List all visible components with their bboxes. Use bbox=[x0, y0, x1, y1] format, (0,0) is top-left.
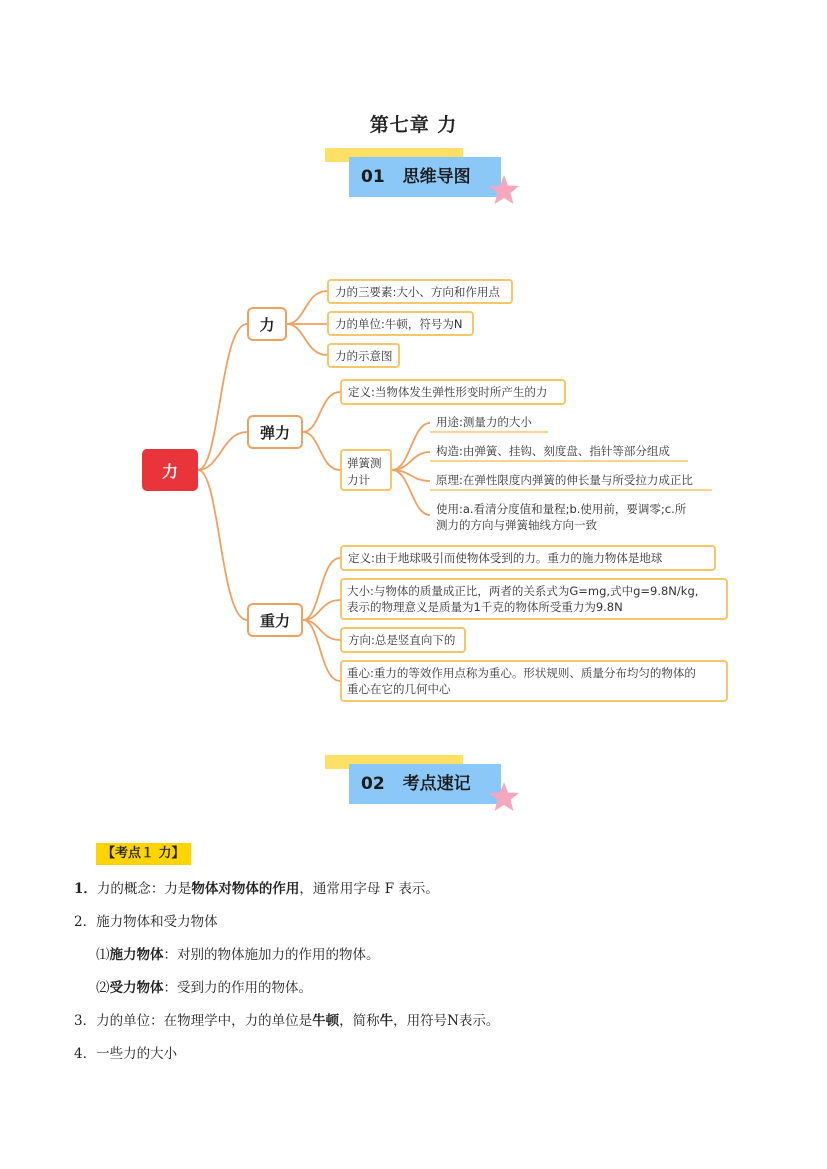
point-3-text: 力的单位：在物理学中，力的单位是 bbox=[96, 1013, 313, 1029]
section-banner-keypoints bbox=[325, 755, 525, 815]
point-2-text: 施力物体和受力物体 bbox=[96, 914, 218, 930]
spring-usage-line1: 使用:a.看清分度值和量程;b.使用前，要调零;c.所 bbox=[436, 502, 687, 516]
point-3-text-end: ，用符号N表示。 bbox=[393, 1013, 500, 1029]
elastic-definition: 定义:当物体发生弹性形变时所产生的力 bbox=[340, 379, 566, 405]
branch-force: 力 bbox=[247, 307, 287, 341]
spring-item-structure: 构造:由弹簧、挂钩、刻度盘、指针等部分组成 bbox=[436, 444, 670, 458]
point-2a bbox=[96, 943, 380, 963]
spring-usage-line2: 测力的方向与弹簧轴线方向一致 bbox=[436, 518, 597, 532]
point-2a-bold: 施力物体 bbox=[109, 947, 164, 963]
keypoint-tag: 【考点１ 力】 bbox=[96, 843, 191, 865]
point-4-text: 一些力的大小 bbox=[96, 1046, 178, 1062]
point-1-bold: 物体对物体的作用 bbox=[191, 881, 300, 897]
force-item-unit: 力的单位:牛顿，符号为N bbox=[327, 311, 474, 336]
spring-scale-label-line1: 弹簧测 bbox=[347, 456, 382, 470]
point-4-number: 4． bbox=[74, 1046, 97, 1062]
connector-spring-4 bbox=[392, 470, 430, 515]
banner-number: 02 bbox=[361, 774, 385, 794]
connector-gravity-def bbox=[303, 558, 340, 620]
gravity-definition: 定义:由于地球吸引而使物体受到的力。重力的施力物体是地球 bbox=[340, 545, 716, 571]
point-4 bbox=[74, 1042, 177, 1062]
gravity-center-line2: 重心在它的几何中心 bbox=[347, 682, 451, 696]
spring-scale-label-line2: 力计 bbox=[347, 473, 370, 487]
point-2-number: 2． bbox=[74, 914, 97, 930]
point-2a-text: ：对别的物体施加力的作用的物体。 bbox=[163, 947, 380, 963]
gravity-size bbox=[340, 578, 728, 620]
force-item-diagram: 力的示意图 bbox=[327, 343, 400, 368]
point-1-text: 力的概念：力是 bbox=[96, 881, 192, 897]
gravity-size-line1: 大小:与物体的质量成正比，两者的关系式为G=mg,式中g=9.8N/kg, bbox=[347, 584, 699, 598]
connector-gravity-center bbox=[303, 620, 340, 681]
spring-item-principle: 原理:在弹性限度内弹簧的伸长量与所受拉力成正比 bbox=[436, 473, 693, 487]
mindmap-root: 力 bbox=[142, 449, 198, 491]
connector-elastic-def bbox=[303, 392, 340, 432]
point-1-number: 1． bbox=[74, 881, 97, 897]
point-2b bbox=[96, 976, 312, 996]
banner-label: 考点速记 bbox=[402, 774, 471, 794]
connector-elastic-spring bbox=[303, 432, 340, 470]
point-2 bbox=[74, 910, 218, 930]
point-2b-text: ：受到力的作用的物体。 bbox=[163, 980, 312, 996]
chapter-title: 第七章 力 bbox=[369, 114, 458, 136]
point-3-number: 3． bbox=[74, 1013, 97, 1029]
point-3-text-mid: ，简称 bbox=[339, 1013, 380, 1029]
force-item-elements: 力的三要素:大小、方向和作用点 bbox=[327, 279, 513, 304]
gravity-direction: 方向:总是竖直向下的 bbox=[340, 627, 466, 653]
spring-item-usage bbox=[436, 501, 686, 533]
point-1-text-end: ，通常用字母 F 表示。 bbox=[299, 881, 439, 897]
point-3-bold-newton: 牛顿 bbox=[312, 1013, 340, 1029]
point-1 bbox=[74, 877, 439, 897]
point-3-bold-niu: 牛 bbox=[379, 1013, 394, 1029]
point-2b-number: ⑵ bbox=[96, 980, 110, 996]
banner-number: 01 bbox=[361, 167, 385, 187]
spring-item-use: 用途:测量力的大小 bbox=[436, 415, 532, 429]
gravity-center bbox=[340, 660, 728, 702]
point-2b-bold: 受力物体 bbox=[109, 980, 164, 996]
gravity-size-line2: 表示的物理意义是质量为1千克的物体所受重力为9.8N bbox=[347, 600, 623, 614]
point-3 bbox=[74, 1009, 499, 1029]
star-icon bbox=[487, 780, 521, 814]
branch-gravity: 重力 bbox=[247, 603, 303, 637]
connector-root-gravity bbox=[198, 470, 247, 620]
point-2a-number: ⑴ bbox=[96, 947, 110, 963]
gravity-center-line1: 重心:重力的等效作用点称为重心。形状规则、质量分布均匀的物体的 bbox=[347, 666, 696, 680]
connector-spring-1 bbox=[392, 423, 430, 470]
banner-title bbox=[361, 764, 471, 804]
banner-label: 思维导图 bbox=[402, 167, 471, 187]
connector-force-1 bbox=[287, 291, 327, 324]
branch-elastic: 弹力 bbox=[247, 415, 303, 449]
spring-scale-node bbox=[340, 449, 392, 491]
connector-force-3 bbox=[287, 324, 327, 355]
